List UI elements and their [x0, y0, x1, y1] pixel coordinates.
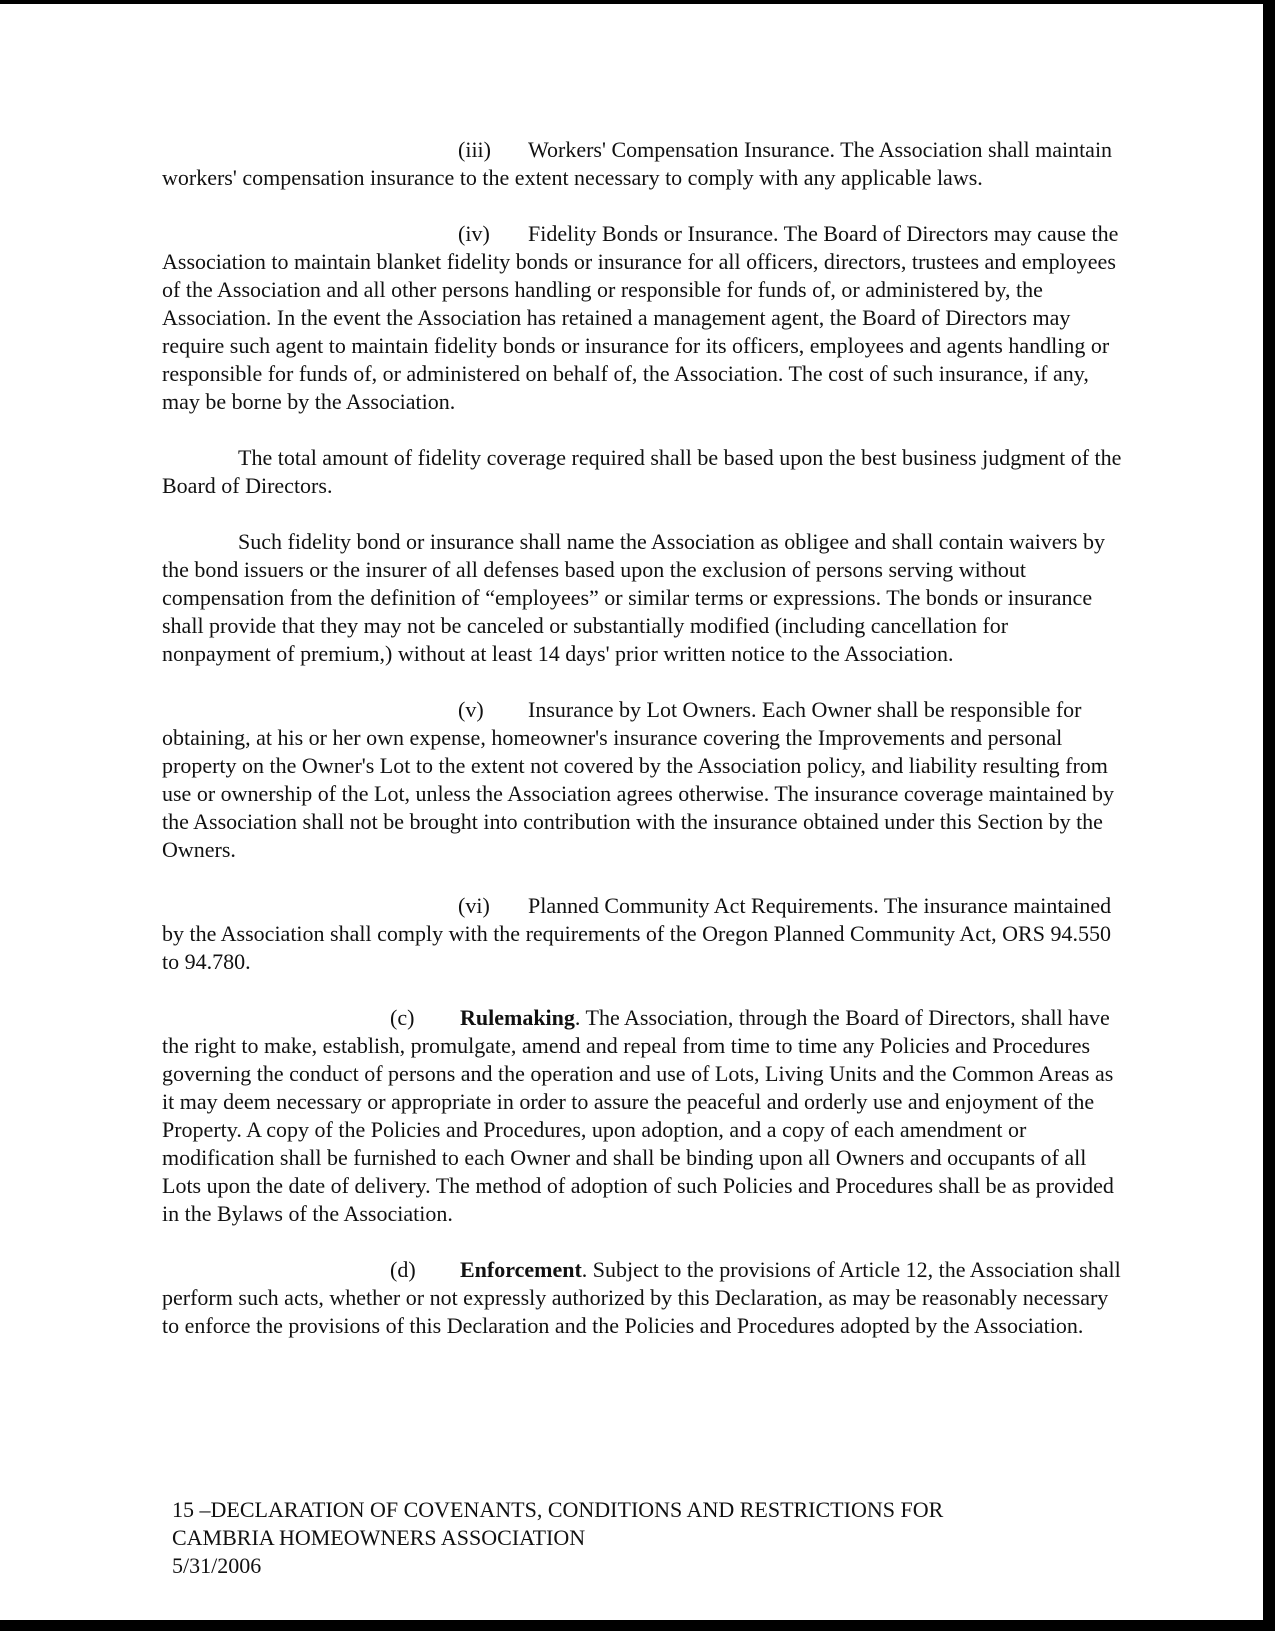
clause-number: (iv)	[458, 221, 490, 246]
document-page	[0, 4, 1263, 1620]
document-body	[162, 136, 1122, 1368]
paragraph-fidelity-bond-terms	[162, 528, 1122, 668]
section-number: (d)	[390, 1257, 416, 1282]
clause-number: (vi)	[458, 893, 490, 918]
paragraph-insurance-by-lot-owners	[162, 696, 1122, 864]
clause-heading: Workers' Compensation Insurance.	[528, 137, 836, 162]
paragraph-text: Such fidelity bond or insurance shall name the Association as obligee and shall contain waivers by the bond issuers or the insurer of all defenses based upon the exclusion of persons serving without compensation from the definition of “employees” or similar terms or expressions. The bonds or insurance shall provide that they may not be canceled or substantially modified (including cancellation for nonpayment of premium,) without at least 14 days' prior written notice to the Association.	[162, 529, 1105, 666]
clause-heading: Fidelity Bonds or Insurance.	[528, 221, 779, 246]
paragraph-enforcement	[162, 1256, 1122, 1340]
section-text: . The Association, through the Board of Directors, shall have the right to make, establish, promulgate, amend and repeal from time to time any Policies and Procedures governing the conduct of persons and the operation and use of Lots, Living Units and the Common Areas as it may deem necessary or appropriate in order to assure the peaceful and orderly use and enjoyment of the Property. A copy of the Policies and Procedures, upon adoption, and a copy of each amendment or modification shall be furnished to each Owner and shall be binding upon all Owners and occupants of all Lots upon the date of delivery. The method of adoption of such Policies and Procedures shall be as provided in the Bylaws of the Association.	[162, 1005, 1114, 1226]
paragraph-workers-compensation	[162, 136, 1122, 192]
paragraph-fidelity-bonds	[162, 220, 1122, 416]
footer-title-line: 15 –DECLARATION OF COVENANTS, CONDITIONS AND RESTRICTIONS FOR	[172, 1497, 944, 1522]
clause-text: The insurance maintained by the Association shall comply with the requirements of the Oregon Planned Community Act, ORS 94.550 to 94.780.	[162, 893, 1112, 974]
section-text: . Subject to the provisions of Article 12, the Association shall perform such acts, whether or not expressly authorized by this Declaration, as may be reasonably necessary to enforce the provisions of this Declaration and the Policies and Procedures adopted by the Association.	[162, 1257, 1121, 1338]
clause-text: The Association shall maintain workers' compensation insurance to the extent necessary to comply with any applicable laws.	[162, 137, 1113, 190]
clause-heading: Planned Community Act Requirements.	[528, 893, 879, 918]
clause-text: The Board of Directors may cause the Association to maintain blanket fidelity bonds or insurance for all officers, directors, trustees and employees of the Association and all other persons handling or responsible for funds of, or administered by, the Association. In the event the Association has retained a management agent, the Board of Directors may require such agent to maintain fidelity bonds or insurance for its officers, employees and agents handling or responsible for funds of, or administered on behalf of, the Association. The cost of such insurance, if any, may be borne by the Association.	[162, 221, 1119, 414]
section-number: (c)	[390, 1005, 415, 1030]
footer-date: 5/31/2006	[172, 1553, 262, 1578]
clause-number: (v)	[458, 697, 484, 722]
clause-heading: Insurance by Lot Owners.	[528, 697, 757, 722]
page-footer	[172, 1496, 1132, 1580]
paragraph-planned-community-act	[162, 892, 1122, 976]
paragraph-fidelity-coverage-amount	[162, 444, 1122, 500]
section-heading: Rulemaking	[460, 1005, 575, 1030]
paragraph-rulemaking	[162, 1004, 1122, 1228]
clause-number: (iii)	[458, 137, 491, 162]
paragraph-text: The total amount of fidelity coverage required shall be based upon the best business judgment of the Board of Directors.	[162, 445, 1122, 498]
section-heading: Enforcement	[460, 1257, 582, 1282]
footer-association-line: CAMBRIA HOMEOWNERS ASSOCIATION	[172, 1525, 586, 1550]
clause-text: Each Owner shall be responsible for obtaining, at his or her own expense, homeowner's insurance covering the Improvements and personal property on the Owner's Lot to the extent not covered by the Association policy, and liability resulting from use or ownership of the Lot, unless the Association agrees otherwise. The insurance coverage maintained by the Association shall not be brought into contribution with the insurance obtained under this Section by the Owners.	[162, 697, 1115, 862]
scan-edge-line	[0, 0, 640, 2]
